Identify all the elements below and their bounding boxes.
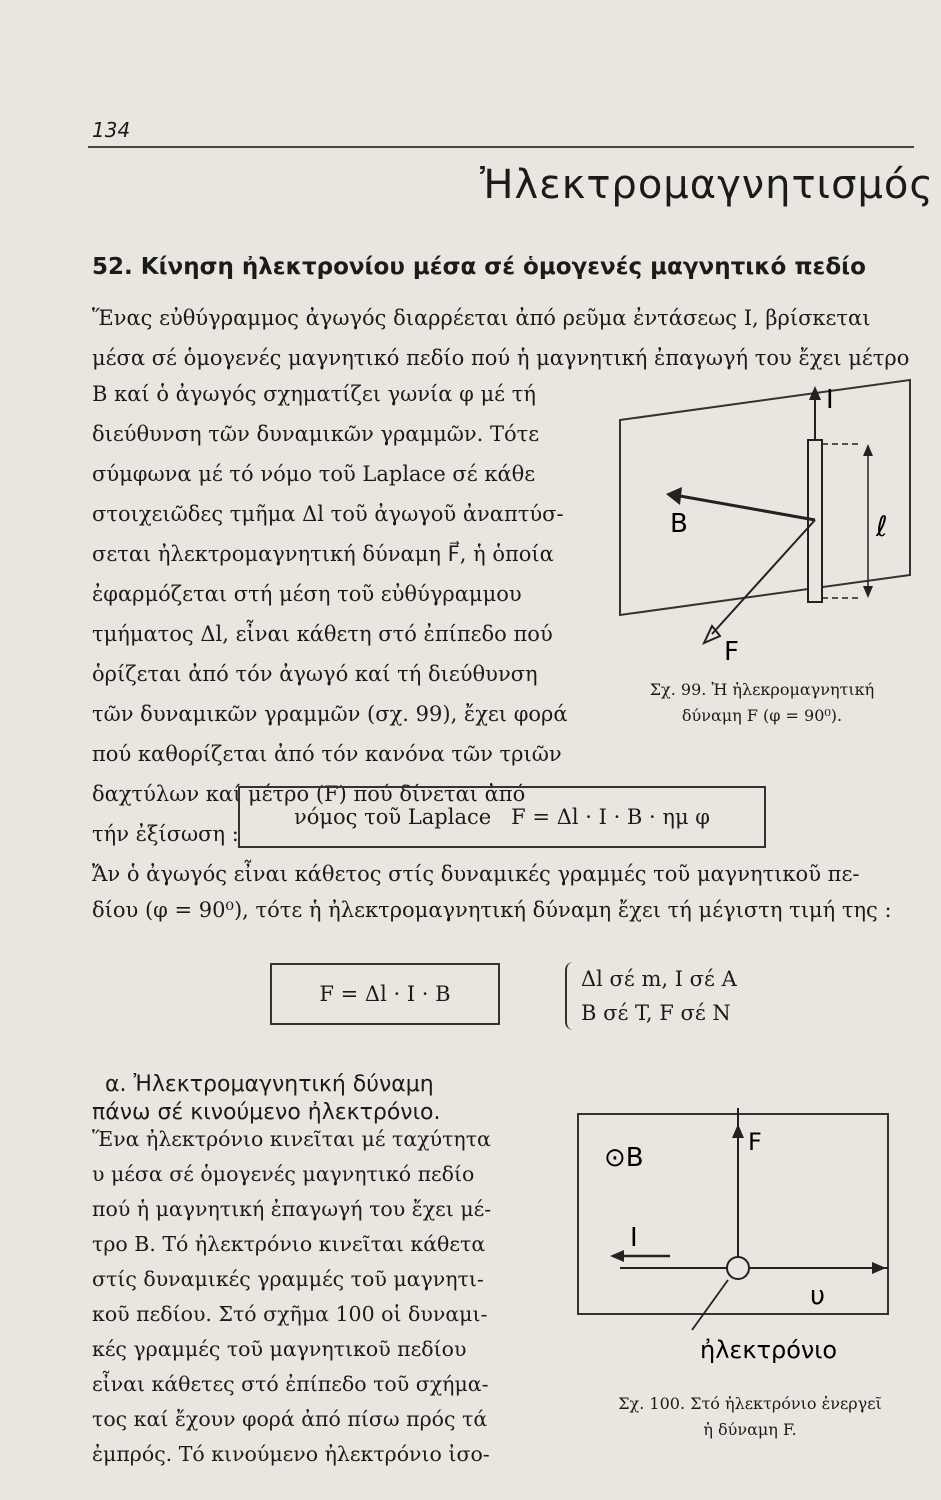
header-rule [88, 146, 914, 148]
field-arrow [680, 496, 815, 520]
figure-100-caption-1: Σχ. 100. Στό ἠλεκτρόνιο ἐνεργεῖ [618, 1394, 882, 1413]
paragraph-line: δαχτύλων καί μέτρο (F) πού δίνεται ἀπό [92, 782, 526, 806]
paragraph-line: τῶν δυναμικῶν γραμμῶν (σχ. 99), ἔχει φορά [92, 702, 568, 726]
paragraph-line: ἐφαρμόζεται στή μέση τοῦ εὐθύγραμμου [92, 582, 522, 606]
fig99-label-B: B [670, 509, 688, 539]
paragraph-line: B καί ὁ ἀγωγός σχηματίζει γωνία φ μέ τή [92, 382, 536, 406]
force-arrow [712, 520, 815, 634]
paragraph-line: δίου (φ = 90⁰), τότε ἡ ἠλεκτρομαγνητική δύναμη ἔχει τή μέγιστη τιμή της : [92, 898, 892, 922]
paragraph-line: στοιχειῶδες τμῆμα Δl τοῦ ἀγωγοῦ ἀναπτύσ- [92, 502, 564, 526]
paragraph-line: τμήματος Δl, εἶναι κάθετη στό ἐπίπεδο πού [92, 622, 553, 646]
paragraph-line: Ἕνα ἠλεκτρόνιο κινεῖται μέ ταχύτητα [92, 1127, 491, 1151]
fig99-label-I: I [826, 385, 834, 415]
paragraph-line: υ μέσα σέ ὁμογενές μαγνητικό πεδίο [92, 1162, 475, 1186]
paragraph-column [92, 374, 592, 854]
paragraph-line: τος καί ἔχουν φορά ἀπό πίσω πρός τά [92, 1407, 488, 1431]
paragraph-line: ὁρίζεται ἀπό τόν ἀγωγό καί τή διεύθυνση [92, 662, 538, 686]
paragraph-line: σεται ἠλεκτρομαγνητική δύναμη F⃗, ἡ ὁποία [92, 542, 554, 566]
field-arrowhead [666, 487, 682, 505]
units-line: B σέ T, F σέ N [581, 1001, 731, 1025]
paragraph-line: κές γραμμές τοῦ μαγνητικοῦ πεδίου [92, 1337, 467, 1361]
fig99-label-l: ℓ [876, 510, 888, 543]
laplace-formula: νόμος τοῦ Laplace F = Δl · I · B · ημ φ [293, 805, 710, 829]
figure-99 [600, 370, 920, 670]
subsection-title-2: πάνω σέ κινούμενο ἠλεκτρόνιο. [92, 1100, 441, 1125]
units-brace [565, 962, 737, 1030]
paragraph-line: διεύθυνση τῶν δυναμικῶν γραμμῶν. Τότε [92, 422, 540, 446]
figure-99-caption-2: δύναμη F (φ = 90⁰). [681, 706, 843, 725]
force-arrowhead [732, 1124, 744, 1138]
paragraph-line: στίς δυναμικές γραμμές τοῦ μαγνητι- [92, 1267, 484, 1291]
paragraph-line: Ἕνας εὐθύγραμμος ἀγωγός διαρρέεται ἀπό ρεῦμα ἐντάσεως I, βρίσκεται [92, 306, 871, 330]
max-force-formula: F = Δl · I · B [319, 982, 451, 1006]
paragraph-line: μέσα σέ ὁμογενές μαγνητικό πεδίο πού ἡ μαγνητική ἐπαγωγή του ἔχει μέτρο [92, 346, 910, 370]
subsection-column [92, 1122, 562, 1472]
section-title: 52. Κίνηση ἠλεκτρονίου μέσα σέ ὁμογενές μαγνητικό πεδίο [92, 254, 866, 280]
fig100-label-electron: ἠλεκτρόνιο [700, 1336, 838, 1364]
fig100-label-B: ⊙B [604, 1143, 644, 1173]
fig99-label-F: F [724, 637, 739, 667]
electron [727, 1257, 749, 1279]
length-arrowhead-top [863, 444, 873, 456]
max-force-formula-box [270, 963, 500, 1025]
plane-outline [620, 380, 910, 615]
paragraph-line: κοῦ πεδίου. Στό σχῆμα 100 οἱ δυναμι- [92, 1302, 488, 1326]
units-line: Δl σέ m, I σέ A [581, 967, 737, 991]
paragraph-line: Ἄν ὁ ἀγωγός εἶναι κάθετος στίς δυναμικές γραμμές τοῦ μαγνητικοῦ πε- [92, 862, 860, 886]
length-arrowhead-bottom [863, 586, 873, 598]
fig100-label-v: υ [810, 1281, 826, 1311]
figure-99-caption-1: Σχ. 99. Ἡ ἠλεκρομαγνητική [649, 680, 875, 699]
paragraph-line: πού καθορίζεται ἀπό τόν κανόνα τῶν τριῶν [92, 742, 562, 766]
fig100-label-I: I [630, 1223, 638, 1253]
paragraph-line: ἐμπρός. Τό κινούμενο ἠλεκτρόνιο ἰσο- [92, 1442, 490, 1466]
laplace-formula-box [238, 786, 766, 848]
paragraph-line: τήν ἐξίσωση : [92, 822, 239, 846]
velocity-arrowhead [872, 1262, 886, 1274]
paragraph-line: σύμφωνα μέ τό νόμο τοῦ Laplace σέ κάθε [92, 462, 536, 486]
figure-100 [570, 1108, 900, 1378]
subsection-title-1: α. Ἠλεκτρομαγνητική δύναμη [105, 1072, 434, 1097]
paragraph-line: πού ἡ μαγνητική ἐπαγωγή του ἔχει μέ- [92, 1197, 492, 1221]
fig100-label-F: F [748, 1128, 762, 1156]
figure-100-caption-2: ἡ δύναμη F. [703, 1420, 797, 1439]
paragraph-line: τρο B. Τό ἠλεκτρόνιο κινεῖται κάθετα [92, 1232, 486, 1256]
paragraph-line: εἶναι κάθετες στό ἐπίπεδο τοῦ σχήμα- [92, 1372, 489, 1396]
page-number: 134 [92, 118, 131, 142]
current-arrowhead [610, 1250, 624, 1262]
chapter-title: Ἠλεκτρομαγνητισμός [480, 162, 934, 208]
electron-pointer [692, 1280, 728, 1330]
